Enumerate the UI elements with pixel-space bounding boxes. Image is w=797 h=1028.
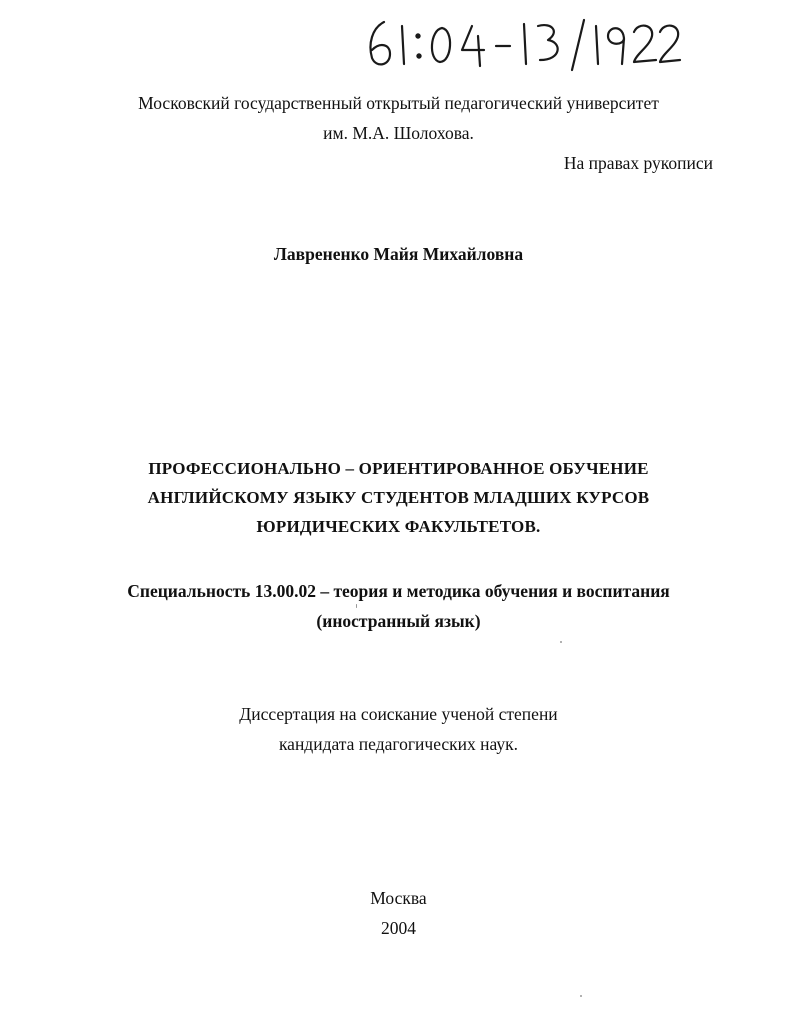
- specialty-line-2: (иностранный язык): [316, 611, 481, 631]
- year: 2004: [381, 918, 416, 938]
- handwritten-code-drawing: [362, 14, 682, 74]
- author-name: Лаврененко Майя Михайловна: [273, 244, 524, 264]
- university-name-line-2: им. М.А. Шолохова.: [323, 123, 474, 143]
- degree-line-1: Диссертация на соискание ученой степени: [239, 704, 558, 724]
- specialty-line-1: Специальность 13.00.02 – теория и методика обучения и воспитания: [127, 581, 670, 601]
- scan-speck: [580, 995, 582, 997]
- scan-speck: [560, 641, 562, 643]
- city: Москва: [370, 888, 427, 908]
- university-name-line-1: Московский государственный открытый педагогический университет: [138, 93, 659, 113]
- title-line-1: ПРОФЕССИОНАЛЬНО – ОРИЕНТИРОВАННОЕ ОБУЧЕНИЕ: [148, 459, 649, 478]
- degree-line-2: кандидата педагогических наук.: [278, 734, 519, 754]
- title-line-3: ЮРИДИЧЕСКИХ ФАКУЛЬТЕТОВ.: [256, 517, 541, 536]
- manuscript-rights-note: На правах рукописи: [563, 153, 713, 173]
- title-line-2: АНГЛИЙСКОМУ ЯЗЫКУ СТУДЕНТОВ МЛАДШИХ КУРСОВ: [147, 488, 650, 507]
- handwritten-archive-code: [362, 14, 682, 74]
- scan-speck: [356, 604, 357, 608]
